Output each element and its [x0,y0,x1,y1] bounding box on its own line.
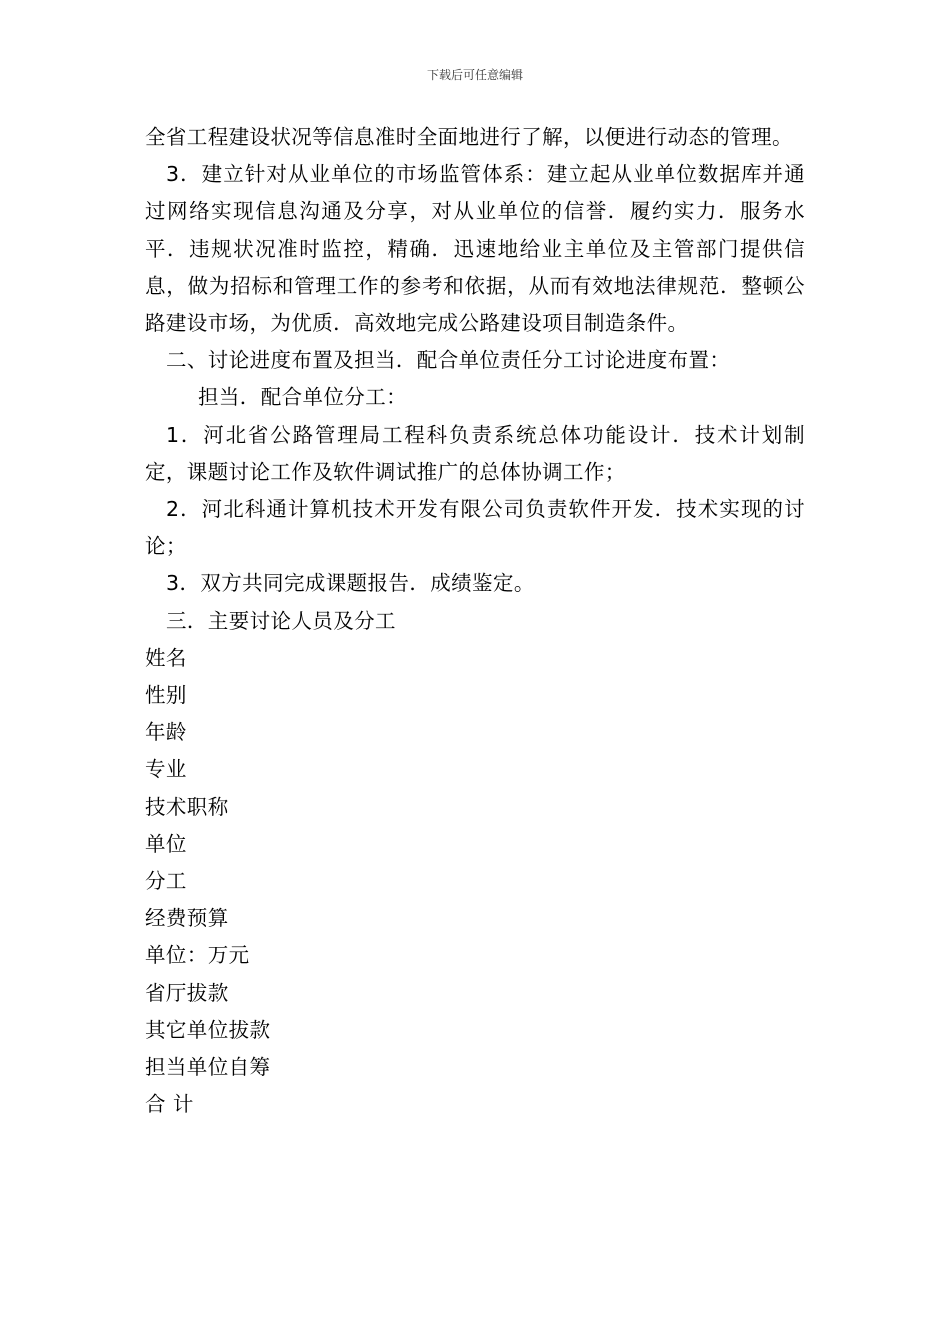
list-item-name: 姓名 [145,645,187,670]
subheading-division: 担当．配合单位分工： [198,385,407,410]
paragraph-continuation: 全省工程建设状况等信息准时全面地进行了解，以便进行动态的管理。 [145,125,793,149]
paragraph-item-3: 3．建立针对从业单位的市场监管体系：建立起从业单位数据库并通过网络实现信息沟通及分享，对从业单位的信誉．履约实力．服务水平．违规状况准时监控，精确．迅速地给业主单位及主管部门提供信息，做为招标和管理工作的参考和依据，从而有效地法律规范．整顿公路建设市场，为优质．高效地完成公路建设项目制造条件。 [145,162,805,336]
section-heading-3: 三．主要讨论人员及分工 [166,608,396,633]
list-item-provincial-funding: 省厅拔款 [145,980,229,1005]
list-item-unit-currency: 单位：万元 [145,943,250,968]
list-item-division: 分工 [145,869,187,894]
paragraph-division-1: 1．河北省公路管理局工程科负责系统总体功能设计．技术计划制定，课题讨论工作及软件调试推广的总体协调工作； [145,422,805,484]
list-item-other-funding: 其它单位拔款 [145,1017,271,1042]
list-item-budget: 经费预算 [145,906,229,931]
list-item-total: 合 计 [145,1092,194,1117]
list-item-gender: 性别 [145,683,187,708]
list-item-major: 专业 [145,757,187,782]
list-item-self-funding: 担当单位自筹 [145,1055,271,1080]
paragraph-division-3: 3．双方共同完成课题报告．成绩鉴定。 [166,571,535,596]
list-item-unit: 单位 [145,831,187,856]
list-item-age: 年龄 [145,720,187,745]
page-header: 下载后可任意编辑 [426,68,523,82]
section-heading-2: 二、讨论进度布置及担当．配合单位责任分工讨论进度布置： [166,348,731,373]
paragraph-division-2: 2．河北科通计算机技术开发有限公司负责软件开发．技术实现的讨论； [145,497,805,559]
document-body [145,119,805,1123]
list-item-title: 技术职称 [145,794,229,819]
